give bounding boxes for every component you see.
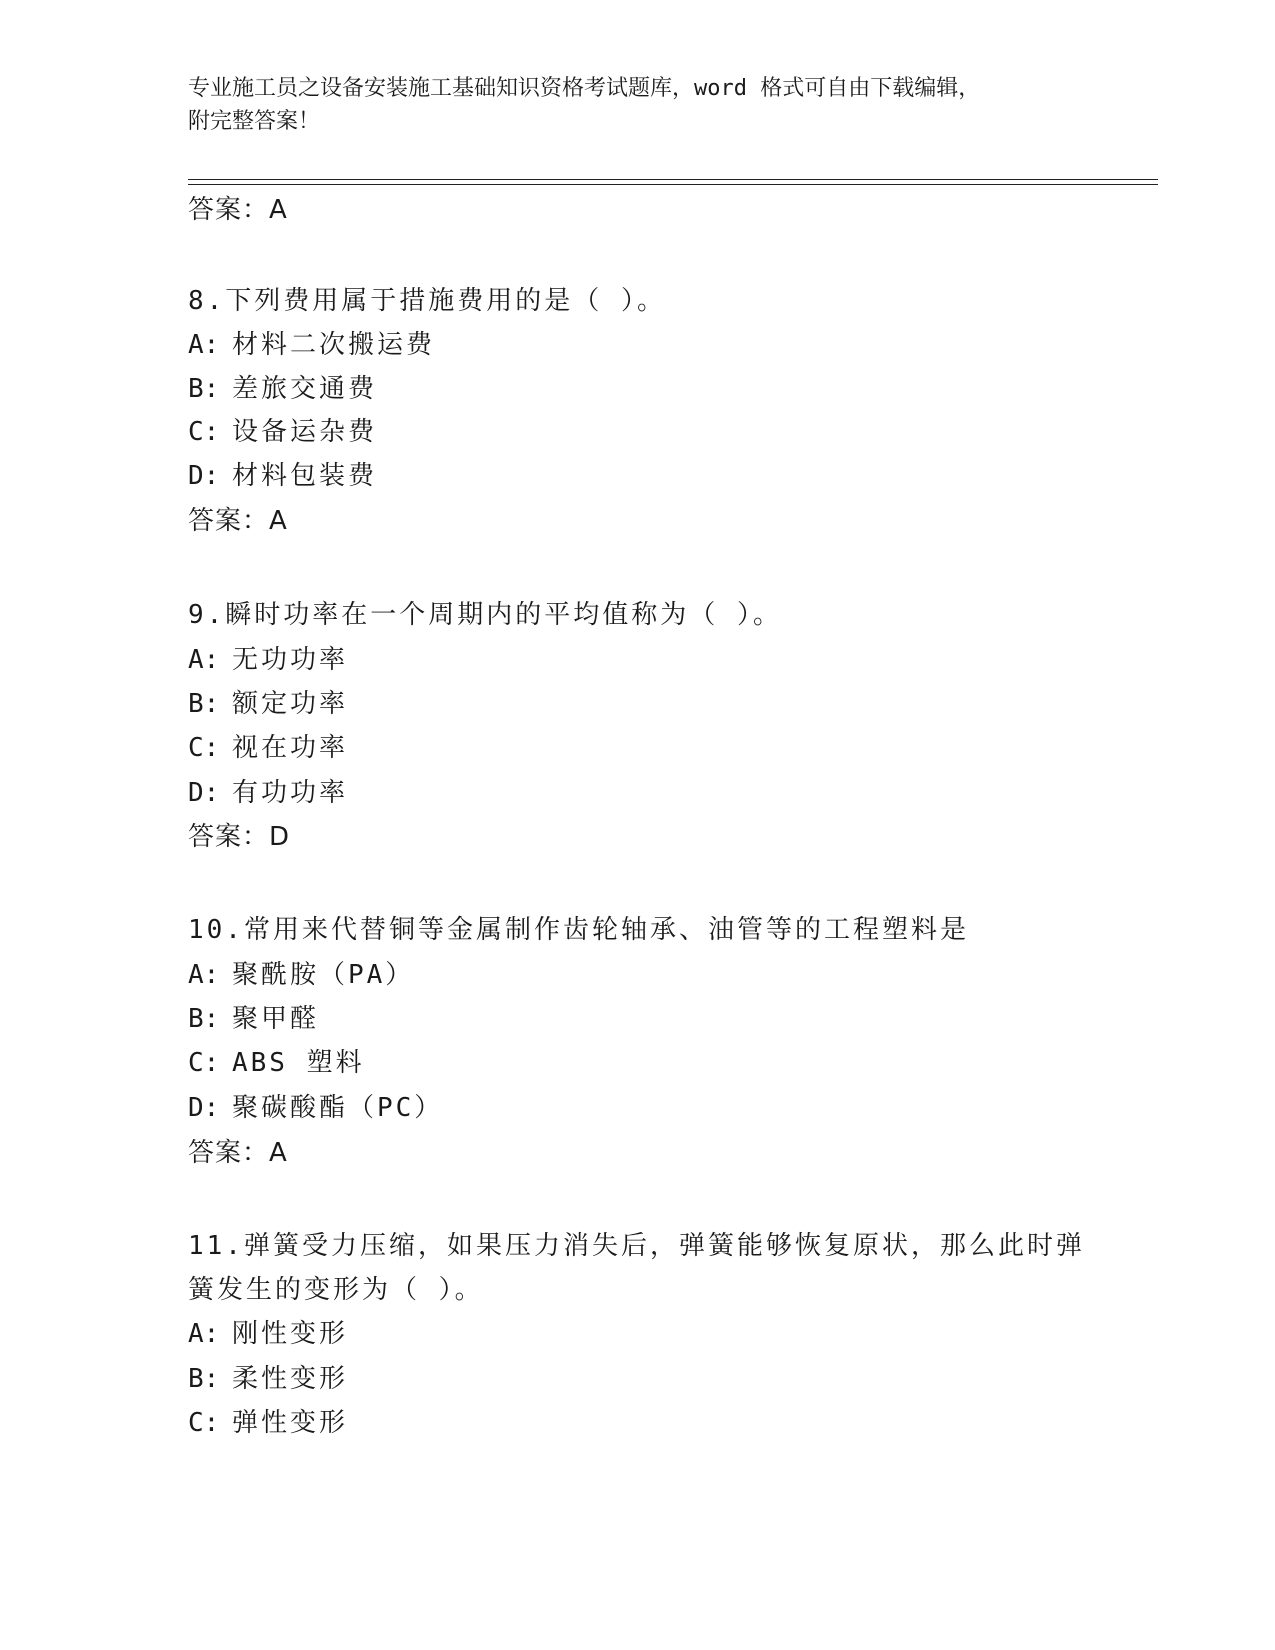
question-8-option-b	[188, 372, 377, 406]
option-text: 刚性变形	[232, 1319, 349, 1349]
previous-answer: 答案：A	[188, 195, 288, 225]
question-8-answer: 答案：A	[188, 506, 288, 536]
header-divider-bottom	[188, 184, 1158, 185]
option-key: D:	[188, 1093, 220, 1123]
question-10-stem: 10.常用来代替铜等金属制作齿轮轴承、油管等的工程塑料是	[188, 915, 969, 945]
option-text: 差旅交通费	[232, 374, 378, 404]
option-text: 弹性变形	[232, 1408, 349, 1438]
question-11-option-c	[188, 1406, 348, 1440]
option-key: C:	[188, 1048, 220, 1078]
option-text: 无功功率	[232, 645, 349, 675]
question-8-stem: 8.下列费用属于措施费用的是（ ）。	[188, 286, 666, 316]
question-9-stem: 9.瞬时功率在一个周期内的平均值称为（ ）。	[188, 600, 782, 630]
question-8-option-c	[188, 415, 377, 449]
question-10-option-b	[188, 1002, 319, 1036]
option-key: D:	[188, 778, 220, 808]
option-text: 设备运杂费	[232, 417, 378, 447]
option-key: B:	[188, 1364, 220, 1394]
option-text: 聚碳酸酯（PC）	[232, 1093, 444, 1123]
question-10-answer: 答案：A	[188, 1138, 288, 1168]
question-11-option-a	[188, 1317, 348, 1351]
option-key: C:	[188, 1408, 220, 1438]
option-text: 有功功率	[232, 778, 349, 808]
question-10-option-a	[188, 958, 414, 992]
option-text: ABS 塑料	[232, 1048, 365, 1078]
option-key: D:	[188, 461, 220, 491]
question-11-stem-line-2: 簧发生的变形为（ ）。	[188, 1275, 484, 1305]
header-line-2: 附完整答案！	[188, 109, 321, 134]
header-divider-top	[188, 179, 1158, 180]
question-11-option-b	[188, 1362, 348, 1396]
option-text: 材料二次搬运费	[232, 330, 436, 360]
document-header	[188, 72, 1088, 138]
question-9-option-d	[188, 776, 348, 810]
question-8-option-a	[188, 328, 435, 362]
question-10-option-c	[188, 1046, 365, 1080]
option-key: B:	[188, 689, 220, 719]
option-text: 材料包装费	[232, 461, 378, 491]
option-text: 聚甲醛	[232, 1004, 320, 1034]
option-key: C:	[188, 733, 220, 763]
option-text: 额定功率	[232, 689, 349, 719]
option-text: 视在功率	[232, 733, 349, 763]
question-9-answer: 答案：D	[188, 822, 291, 852]
option-key: A:	[188, 645, 220, 675]
option-key: A:	[188, 330, 220, 360]
option-key: A:	[188, 1319, 220, 1349]
option-key: B:	[188, 1004, 220, 1034]
header-line-1: 专业施工员之设备安装施工基础知识资格考试题库，word 格式可自由下载编辑，	[188, 76, 981, 101]
question-9-option-a	[188, 643, 348, 677]
question-11-stem-line-1: 11.弹簧受力压缩，如果压力消失后，弹簧能够恢复原状，那么此时弹	[188, 1231, 1085, 1261]
option-key: A:	[188, 960, 220, 990]
option-text: 柔性变形	[232, 1364, 349, 1394]
option-key: B:	[188, 374, 220, 404]
question-8-option-d	[188, 459, 377, 493]
question-10-option-d	[188, 1091, 443, 1125]
question-9-option-c	[188, 731, 348, 765]
option-text: 聚酰胺（PA）	[232, 960, 415, 990]
option-key: C:	[188, 417, 220, 447]
question-9-option-b	[188, 687, 348, 721]
